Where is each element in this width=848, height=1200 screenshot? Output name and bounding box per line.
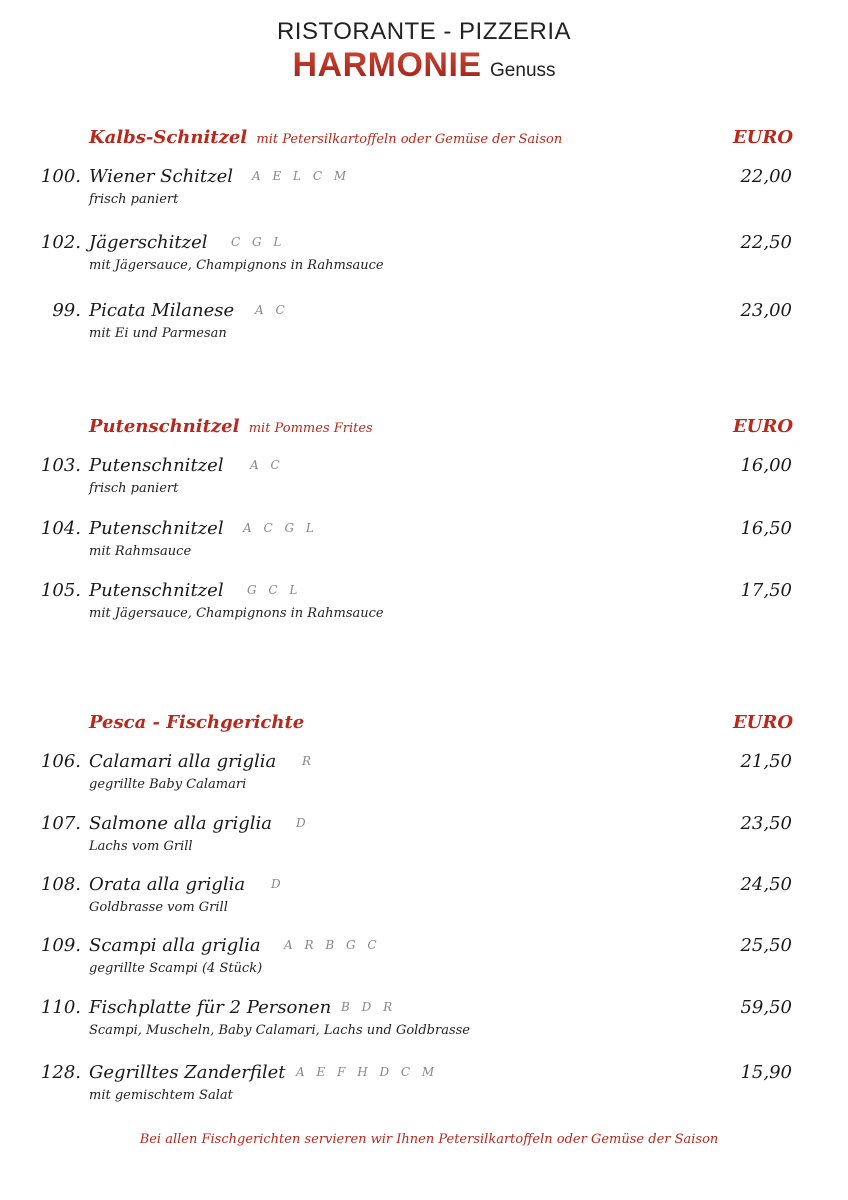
item-price: 23,50 <box>740 813 792 834</box>
item-name: Picata Milanese <box>89 300 235 321</box>
item-price: 15,90 <box>740 1062 792 1083</box>
item-description: gegrillte Scampi (4 Stück) <box>89 961 263 976</box>
currency-label: EURO <box>732 712 793 733</box>
section-header-fischgerichte <box>89 712 793 738</box>
section-title-text: Putenschnitzel <box>89 416 240 437</box>
item-name: Salmone alla griglia <box>89 813 273 834</box>
menu-item <box>0 580 848 630</box>
menu-item <box>0 813 848 863</box>
item-name: Putenschnitzel <box>89 455 224 476</box>
menu-item <box>0 300 848 350</box>
item-name: Fischplatte für 2 Personen <box>89 997 332 1018</box>
item-number: 128. <box>40 1062 81 1083</box>
menu-item <box>0 997 848 1047</box>
section-subtitle: mit Pommes Frites <box>248 421 373 436</box>
item-name: Calamari alla griglia <box>89 751 277 772</box>
allergen-codes: B D R <box>341 1000 397 1014</box>
item-price: 16,50 <box>740 518 792 539</box>
item-number: 103. <box>40 455 81 476</box>
currency-label: EURO <box>732 416 793 437</box>
item-number: 107. <box>40 813 81 834</box>
item-description: mit Jägersauce, Champignons in Rahmsauce <box>89 606 384 621</box>
item-name: Gegrilltes Zanderfilet <box>89 1062 286 1083</box>
item-description: frisch paniert <box>89 192 179 207</box>
footer-note: Bei allen Fischgerichten servieren wir Ihnen Petersilkartoffeln oder Gemüse der Saison <box>139 1132 719 1147</box>
item-number: 105. <box>40 580 81 601</box>
brand-line <box>0 46 848 85</box>
section-title <box>89 127 562 148</box>
menu-item <box>0 232 848 282</box>
item-description: mit Ei und Parmesan <box>89 326 227 341</box>
section-subtitle: mit Petersilkartoffeln oder Gemüse der Saison <box>256 132 563 147</box>
section-header-kalbs-schnitzel <box>89 127 793 153</box>
menu-item <box>0 1062 848 1112</box>
item-price: 25,50 <box>740 935 792 956</box>
menu-item <box>0 751 848 801</box>
item-description: Lachs vom Grill <box>89 839 193 854</box>
allergen-codes: A E F H D C M <box>296 1065 439 1079</box>
item-price: 23,00 <box>740 300 792 321</box>
section-title-text: Pesca - Fischgerichte <box>89 712 305 733</box>
allergen-codes: R <box>302 754 316 768</box>
item-description: gegrillte Baby Calamari <box>89 777 247 792</box>
item-description: mit Jägersauce, Champignons in Rahmsauce <box>89 258 384 273</box>
section-title <box>89 416 373 437</box>
item-number: 100. <box>40 166 81 187</box>
item-name: Jägerschitzel <box>89 232 208 253</box>
item-price: 24,50 <box>740 874 792 895</box>
item-name: Orata alla griglia <box>89 874 246 895</box>
menu-item <box>0 874 848 924</box>
currency-label: EURO <box>732 127 793 148</box>
menu-item <box>0 166 848 216</box>
item-name: Scampi alla griglia <box>89 935 261 956</box>
allergen-codes: A E L C M <box>252 169 351 183</box>
allergen-codes: A C G L <box>243 521 318 535</box>
section-header-putenschnitzel <box>89 416 793 442</box>
item-number: 110. <box>40 997 81 1018</box>
allergen-codes: D <box>271 877 285 891</box>
item-description: mit gemischtem Salat <box>89 1088 233 1103</box>
brand-name: HARMONIE <box>292 46 482 84</box>
item-price: 59,50 <box>740 997 792 1018</box>
item-price: 22,00 <box>740 166 792 187</box>
item-description: Scampi, Muscheln, Baby Calamari, Lachs und Goldbrasse <box>89 1023 470 1038</box>
item-name: Putenschnitzel <box>89 518 224 539</box>
item-description: Goldbrasse vom Grill <box>89 900 228 915</box>
allergen-codes: A C <box>255 303 289 317</box>
allergen-codes: G C L <box>247 583 302 597</box>
item-price: 16,00 <box>740 455 792 476</box>
menu-item <box>0 518 848 568</box>
item-number: 104. <box>40 518 81 539</box>
item-number: 99. <box>52 300 81 321</box>
allergen-codes: C G L <box>231 235 286 249</box>
item-price: 21,50 <box>740 751 792 772</box>
allergen-codes: A R B G C <box>284 938 381 952</box>
restaurant-type: RISTORANTE - PIZZERIA <box>276 18 572 45</box>
menu-item <box>0 455 848 505</box>
section-title-text: Kalbs-Schnitzel <box>89 127 248 148</box>
menu-item <box>0 935 848 985</box>
item-description: mit Rahmsauce <box>89 544 192 559</box>
item-price: 22,50 <box>740 232 792 253</box>
allergen-codes: D <box>296 816 310 830</box>
item-number: 102. <box>40 232 81 253</box>
section-title <box>89 712 307 733</box>
item-price: 17,50 <box>740 580 792 601</box>
allergen-codes: A C <box>250 458 284 472</box>
item-name: Wiener Schitzel <box>89 166 234 187</box>
item-number: 108. <box>40 874 81 895</box>
item-name: Putenschnitzel <box>89 580 224 601</box>
item-number: 106. <box>40 751 81 772</box>
brand-suffix: Genuss <box>490 60 556 81</box>
item-number: 109. <box>40 935 81 956</box>
item-description: frisch paniert <box>89 481 179 496</box>
